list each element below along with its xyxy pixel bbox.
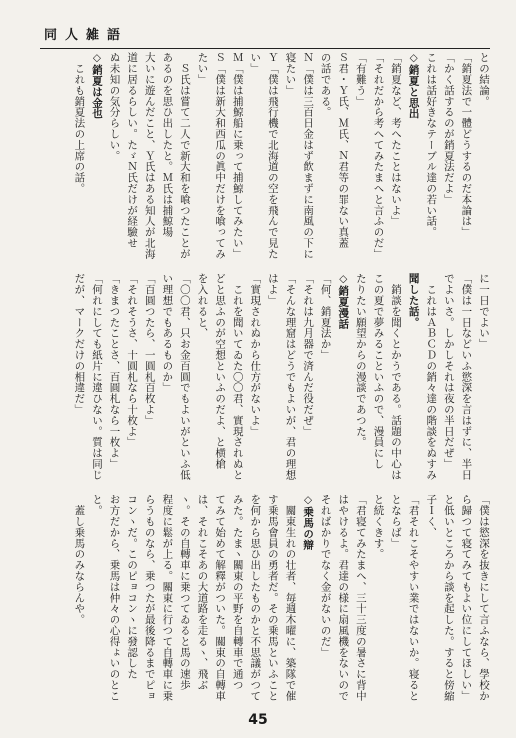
text-line: 道に居るらしい。たゞＮ氏だけが経驗せ	[126, 52, 139, 249]
text-line: と。	[90, 494, 103, 516]
text-line: 關東生れの壮者、毎週木曜に、築隊で催	[284, 494, 297, 702]
text-line: Ｎ「僕は三百日金はず飲まずに南風の下に	[302, 52, 315, 260]
page-number: 45	[248, 712, 268, 728]
text-line: と低いところから談を起した。すると傍縮	[442, 494, 455, 702]
text-line: 「僕は一日などいふ慾深を言はずに、半日	[460, 273, 473, 481]
text-line: たりたい願望からの漫談であつた。	[354, 273, 367, 448]
text-line: これはＡＢＣＤの銷々達の階談をぬすみ	[425, 273, 438, 481]
text-line: い」	[249, 52, 262, 74]
text-line: 「實現されぬから仕方がないよ」	[249, 273, 262, 437]
text-line: これも銷夏法の上席の話。	[73, 52, 86, 194]
text-line: お方だから、乗馬は仲々の心得ょいのとこ	[108, 494, 121, 702]
text-line: Ｍ「僕は捕鯨船に乗って捕鯨してみたい」	[231, 52, 244, 260]
text-line: そればかりでなく金がないのだ」	[319, 494, 332, 658]
text-line: との結論。	[478, 52, 490, 107]
text-line: はやけるよ。君達の様に扇風機をないので	[337, 494, 350, 702]
text-line: に一日でよい」	[478, 273, 490, 350]
text-line: てみて始めて解釋がついた。關東の自轉車	[214, 494, 227, 702]
text-line: とならば」	[390, 494, 403, 549]
section-heading: 聞した話。	[407, 273, 420, 328]
text-line: あるのを思ひ出したと。Ｍ氏は捕鯨場	[161, 52, 174, 238]
text-line: 「それだから考へてみたまへと言ふのだ」	[372, 52, 385, 260]
section-heading: ◇乗馬の辯	[302, 494, 315, 550]
section-heading: ◇銷夏と思出	[407, 52, 420, 119]
text-line: Ｙ「僕は飛行機で北海道の空を飛んで見た	[266, 52, 279, 260]
text-line: 「君寝てみたまへ、三十三度の暑さに背中	[354, 494, 367, 702]
text-line: 「僕は慾深を抜きにして言ふなら、學校か	[478, 494, 490, 702]
running-header: 同人雑語	[44, 28, 129, 43]
text-line: す乗馬會員の勇者だ。その乗馬といふこと	[266, 494, 279, 702]
text-tier-top	[44, 52, 492, 267]
text-line: Ｓ氏は嘗て二人で新大和を喰つたことが	[178, 52, 191, 260]
text-line: 子Ｉく、	[425, 494, 438, 538]
text-line: らうものなら、乗つたが最後降るまでピョ	[143, 494, 156, 702]
text-line: 「〇〇君、只お金百圓でもよいがといふ低	[178, 273, 191, 481]
text-line: はよ」	[266, 273, 279, 306]
text-line: 「銷夏など、考へたことはないよ」	[390, 52, 403, 227]
text-line: どと思ふのが空想といふのだよ、と横槍	[214, 273, 227, 470]
text-line: ヽ。その自轉車に乗つてゐると馬の速歩	[178, 494, 191, 691]
text-line: 蓋し乗馬のみならんや。	[73, 494, 86, 625]
text-line: 「君それこそやすい業ではないか。寝ると	[407, 494, 420, 702]
text-line: 「有難う」	[354, 52, 367, 107]
text-line: これは話好きなテーブル達の若い話。	[425, 52, 438, 238]
text-line: 大いに遊んだこと、Ｙ氏はある知人が北海	[143, 52, 156, 260]
text-line: 「それそうさ、十圓札なら十枚よ」	[126, 273, 139, 448]
text-line: コンヽだ。このピョコンヽに發認した	[126, 494, 139, 680]
text-line: Ｓ君・Ｙ氏、Ｍ氏、Ｎ君等の罪ない真蓋	[337, 52, 350, 249]
text-line: 「百圓つたら、一圓札百枚よ」	[143, 273, 156, 426]
text-line: 「何れにしても紙片に違ひない。質は同じ	[90, 273, 103, 481]
text-line: 「きまつたことさ、百圓札なら一枚よ」	[108, 273, 121, 470]
text-tier-middle	[44, 273, 492, 488]
text-line: Ｓ「僕は新大和西瓜の眞中だけを喰ってみ	[214, 52, 227, 260]
text-line: 寝たい」	[284, 52, 297, 96]
text-line: を何から思ひ出したものかと不思議がつて	[249, 494, 262, 702]
header-rule	[40, 48, 490, 49]
text-line: 「かく話するのが銷夏法だよ」	[442, 52, 455, 205]
text-line: この夏で夢みることいふので、漫員にし	[372, 273, 385, 470]
text-line: 「そんな理窟はどうでもよいが、君の理想	[284, 273, 297, 481]
text-line: みた。たまヽ關東の平野を自轉車で通つ	[231, 494, 244, 691]
text-line: 銷談を聞くとかうである。話題の中心は	[390, 273, 403, 481]
text-line: ら歸つて寝てみてもよい位にしてほしい」	[460, 494, 473, 702]
text-line: い理想でもあるものか」	[161, 273, 174, 393]
text-line: を入れると、	[196, 273, 209, 339]
text-line: 「銷夏法で一體どうするのだ本論は」	[460, 52, 473, 238]
text-line: は、それこそあの大道路を走るヽ、飛ぶ	[196, 494, 209, 691]
text-line: と続くきす。	[372, 494, 385, 560]
text-line: これを聞いてゐた〇〇君、實現されぬと	[231, 273, 244, 481]
section-heading: ◇銷夏は金也	[90, 52, 103, 119]
text-line: 「何、銷夏法か」	[319, 273, 332, 361]
text-line: 「それは九月器で済んだ役だぜ」	[302, 273, 315, 437]
text-line: たい」	[196, 52, 209, 85]
text-line: 程度に鬆が上る。關東に行つて自轉車に乗	[161, 494, 174, 702]
section-heading: ◇銷夏漫話	[337, 273, 350, 329]
text-line: の話である。	[319, 52, 332, 118]
text-tier-bottom	[44, 494, 492, 709]
text-line: でよいさ。しかしそれは夜の半日だぜ」	[442, 273, 455, 470]
text-line: だが、マークだけの相違だ」	[73, 273, 86, 415]
text-line: ぬ未知の気分らしい。	[108, 52, 121, 161]
